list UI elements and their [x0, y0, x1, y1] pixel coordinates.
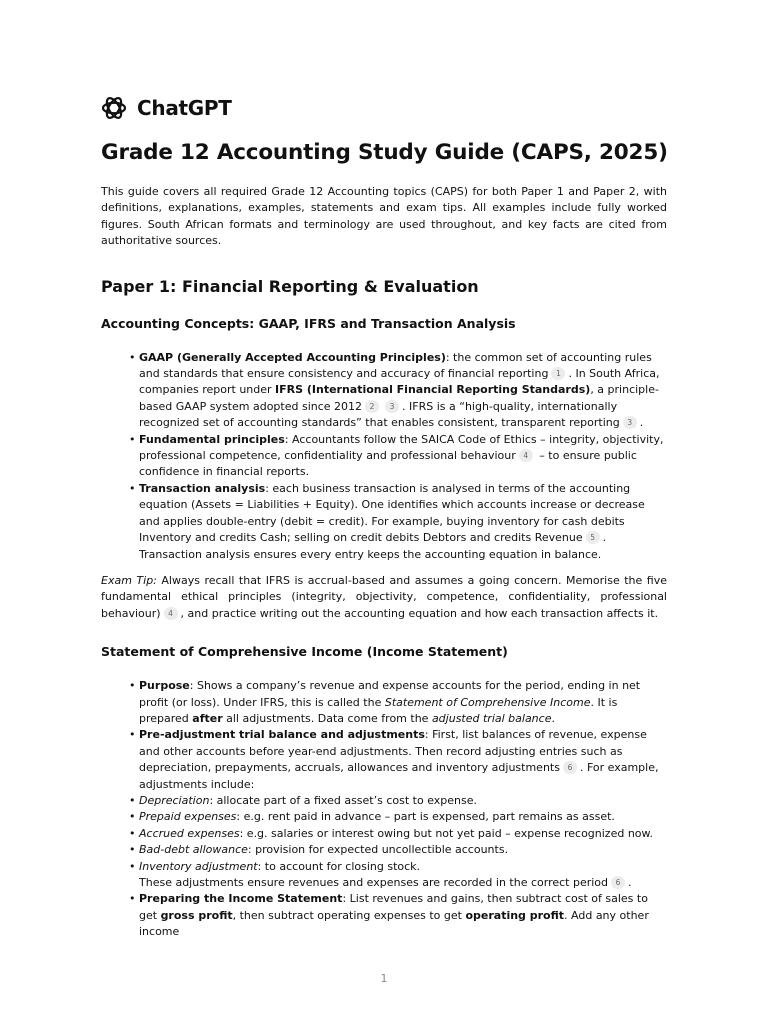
citation-badge[interactable]: 3: [623, 416, 637, 429]
page-number: 1: [380, 972, 388, 985]
preadj-text: : First, list balances of revenue, expense and other accounts before year-end adjustments. Then record adjusting entries such as depreciation, prepayments, accruals, allowances and inventory adjustments: [139, 728, 647, 775]
list-item-transaction: [129, 481, 667, 563]
ensure-text: These adjustments ensure revenues and expenses are recorded in the correct period: [139, 876, 609, 889]
purpose-emphasis: adjusted trial balance: [431, 711, 552, 725]
preadj-term: Pre-adjustment trial balance and adjustments: [139, 728, 425, 742]
preparing-term: Preparing the Income Statement: [139, 892, 343, 906]
adjustment-term: Depreciation: [139, 793, 210, 807]
list-item-ensure: [129, 875, 667, 891]
preparing-strong: gross profit: [160, 908, 233, 922]
preparing-strong: operating profit: [465, 908, 565, 922]
transaction-text: : each business transaction is analysed in terms of the accounting equation (Assets = Liabilities + Equity). One identifies which accounts increase or decrease and applies double-entry (debit = credit). For example, buying inventory for cash debits Inventory and credits Cash; selling on credit debits Debtors and credits Revenue: [139, 481, 645, 545]
paper1-heading: Paper 1: Financial Reporting & Evaluation: [101, 276, 479, 296]
preadj-text: . For example, adjustments include:: [139, 761, 659, 791]
brand-name: ChatGPT: [137, 96, 232, 120]
list-item-adjustment: [129, 842, 667, 858]
ifrs-term: IFRS (International Financial Reporting Standards): [275, 383, 591, 397]
exam-tip-text: , and practice writing out the accounting equation and how each transaction affects it.: [180, 606, 659, 620]
purpose-text: .: [551, 711, 555, 725]
list-item-preadjustment: [129, 727, 667, 793]
gaap-text: . In South Africa, companies report under: [139, 367, 660, 397]
exam-tip-label: Exam Tip:: [101, 573, 157, 587]
fundamental-text: : Accountants follow the SAICA Code of Ethics – integrity, objectivity, professional competence, confidentiality and professional behaviour: [139, 432, 664, 463]
list-item-fundamental: [129, 432, 667, 481]
adjustment-text: : allocate part of a fixed asset’s cost to expense.: [209, 793, 477, 807]
transaction-text: . Transaction analysis ensures every entry keeps the accounting equation in balance.: [139, 531, 607, 561]
purpose-emphasis: Statement of Comprehensive Income: [384, 695, 591, 709]
citation-badge[interactable]: 1: [551, 367, 565, 380]
adjustment-term: Bad-debt allowance: [139, 843, 248, 857]
document-title: Grade 12 Accounting Study Guide (CAPS, 2025): [101, 140, 668, 165]
gaap-text: .: [639, 416, 644, 430]
openai-logo-icon: [101, 95, 127, 121]
transaction-term: Transaction analysis: [139, 481, 266, 495]
intro-paragraph: This guide covers all required Grade 12 Accounting topics (CAPS) for both Paper 1 and Paper 2, with definitions, explanations, examples, statements and exam tips. All examples include fully worked figures. South African formats and terminology are used throughout, and key facts are cited from authoritative sources.: [101, 185, 667, 248]
preparing-text: : List revenues and gains, then subtract cost of sales to get: [139, 892, 648, 922]
list-item-adjustment: [129, 809, 667, 825]
adjustment-term: Inventory adjustment: [139, 859, 258, 873]
citation-badge[interactable]: 6: [563, 761, 577, 774]
citation-badge[interactable]: 4: [164, 607, 178, 620]
citation-badge[interactable]: 6: [611, 876, 625, 889]
list-item-gaap: [129, 350, 667, 432]
fundamental-term: Fundamental principles: [139, 432, 285, 446]
list-item-adjustment: [129, 859, 667, 875]
list-item-purpose: [129, 678, 667, 727]
adjustment-text: : e.g. rent paid in advance – part is expensed, part remains as asset.: [236, 810, 615, 824]
list-item-adjustment: [129, 793, 667, 809]
purpose-text: . It is prepared: [139, 695, 618, 725]
adjustment-term: Accrued expenses: [139, 826, 240, 840]
citation-badge[interactable]: 4: [519, 449, 533, 462]
preparing-text: . Add any other income: [139, 908, 649, 939]
document-body: [101, 184, 667, 941]
brand-logo: [101, 94, 232, 122]
purpose-text: all adjustments. Data come from the: [222, 711, 432, 725]
adjustment-text: : to account for closing stock.: [257, 859, 421, 873]
concepts-heading: Accounting Concepts: GAAP, IFRS and Transaction Analysis: [101, 315, 516, 331]
exam-tip-text: Always recall that IFRS is accrual-based and assumes a going concern. Memorise the five fundamental ethical principles (integrity, objectivity, competence, confidentiality, professional behaviour): [101, 573, 667, 620]
fundamental-text: – to ensure public confidence in financial reports.: [139, 449, 637, 479]
citation-badge[interactable]: 5: [586, 531, 600, 544]
adjustment-text: : e.g. salaries or interest owing but not yet paid – expense recognized now.: [239, 826, 654, 840]
gaap-text: : the common set of accounting rules and standards that ensure consistency and accuracy of financial reporting: [139, 350, 652, 381]
gaap-text: , a principle-based GAAP system adopted since 2012: [139, 383, 659, 413]
adjustment-text: : provision for expected uncollectible accounts.: [247, 843, 509, 857]
purpose-term: Purpose: [139, 679, 190, 693]
list-item-preparing: [129, 891, 667, 940]
gaap-text: . IFRS is a “high-quality, internationally recognized set of accounting standards” that enables consistent, transparent reporting: [139, 399, 620, 430]
ensure-text: .: [628, 876, 632, 889]
citation-badge[interactable]: 2: [365, 400, 379, 413]
concepts-list: [101, 350, 667, 563]
citation-badge[interactable]: 3: [385, 400, 399, 413]
preparing-text: , then subtract operating expenses to get: [232, 908, 466, 922]
income-list: [101, 678, 667, 941]
purpose-text: : Shows a company’s revenue and expense accounts for the period, ending in net profit (or loss). Under IFRS, this is called the: [139, 679, 641, 709]
income-heading: Statement of Comprehensive Income (Income Statement): [101, 644, 508, 660]
adjustment-term: Prepaid expenses: [139, 810, 237, 824]
list-item-adjustment: [129, 826, 667, 842]
purpose-strong: after: [192, 711, 223, 725]
gaap-term: GAAP (Generally Accepted Accounting Principles): [139, 350, 446, 364]
exam-tip: [101, 573, 667, 622]
